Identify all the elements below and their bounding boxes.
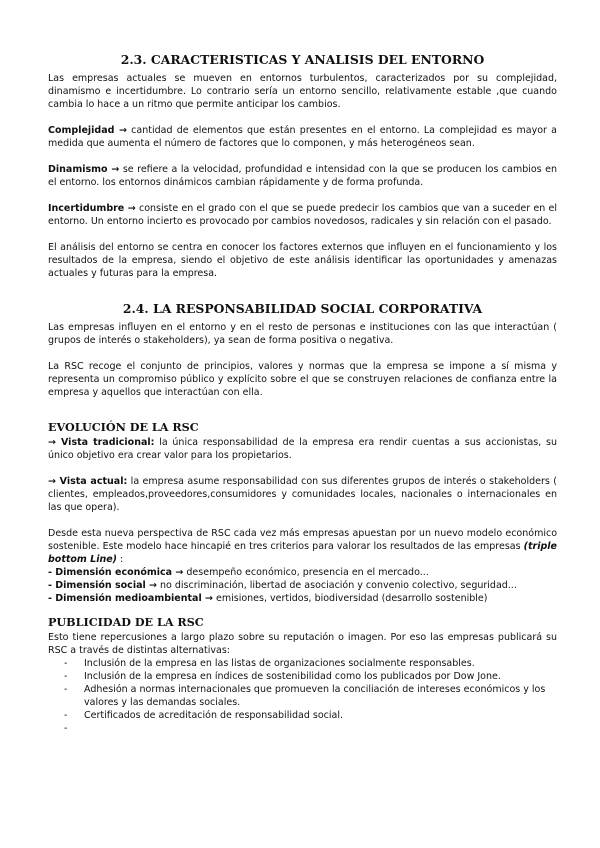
triple-bottom-line: (triple bottom Line) (48, 541, 557, 565)
list-item (64, 709, 557, 722)
dinamismo-term: Dinamismo → (48, 164, 120, 175)
rsc-paragraph-1: Las empresas influyen en el entorno y en el resto de personas e instituciones con las que interactúan ( grupos de interés o stakeholders), ya sean de forma positiva o negativa. (48, 322, 557, 346)
list-item (64, 670, 557, 683)
dimension-text: desempeño económico, presencia en el mercado... (183, 567, 429, 578)
complejidad-paragraph (48, 124, 557, 150)
dimension-term: - Dimensión medioambiental → (48, 593, 213, 604)
dimension-social (48, 579, 557, 592)
dimension-term: - Dimensión económica → (48, 567, 184, 578)
publicidad-list (48, 657, 557, 734)
incertidumbre-text: consiste en el grado con el que se puede predecir los cambios que van a suceder en el entorno. Un entorno incierto es provocado por cambios novedosos, radicales y sin relación con el pasado. (48, 203, 558, 227)
list-dash: - (64, 710, 68, 721)
vista-tradicional-paragraph (48, 436, 557, 462)
vista-actual-paragraph (48, 475, 557, 514)
entorno-intro: Las empresas actuales se mueven en entornos turbulentos, caracterizados por su complejidad, dinamismo e incertidumbre. Lo contrario sería un entorno sencillo, relativamente estable ,que cuando cambia lo hace a un ritmo que permite anticipar los cambios. (48, 73, 557, 110)
document-page (48, 52, 558, 734)
section-title-2-3: 2.3. CARACTERISTICAS Y ANALISIS DEL ENTORNO (120, 52, 485, 67)
dimension-text: no discriminación, libertad de asociación y convenio colectivo, seguridad... (157, 580, 517, 591)
vista-tradicional-term: → Vista tradicional: (48, 437, 155, 448)
list-item-text: Certificados de acreditación de responsabilidad social. (84, 710, 343, 721)
nueva-perspectiva-colon: : (117, 554, 124, 565)
list-dash: - (64, 658, 68, 669)
publicidad-intro: Esto tiene repercusiones a largo plazo sobre su reputación o imagen. Por eso las empresas publicará su RSC a través de distintas alternativas: (48, 632, 557, 656)
nueva-perspectiva-text: Desde esta nueva perspectiva de RSC cada vez más empresas apuestan por un nuevo modelo económico sostenible. Este modelo hace hincapié en tres criterios para valorar los resultados de las empresas (48, 528, 557, 552)
dimension-medioambiental (48, 592, 557, 605)
dinamismo-text: se refiere a la velocidad, profundidad e intensidad con la que se producen los cambios en el entorno. los entornos dinámicos cambian rápidamente y de forma profunda. (48, 164, 557, 188)
list-dash: - (64, 723, 68, 734)
nueva-perspectiva-paragraph (48, 527, 557, 566)
list-dash: - (64, 684, 68, 695)
section-title-2-4: 2.4. LA RESPONSABILIDAD SOCIAL CORPORATIVA (122, 301, 483, 316)
complejidad-text: cantidad de elementos que están presentes en el entorno. La complejidad es mayor a medida que aumenta el número de factores que lo componen, y más heterogéneos sean. (48, 125, 557, 149)
complejidad-term: Complejidad → (48, 125, 127, 136)
vista-actual-term: → Vista actual: (48, 476, 128, 487)
list-item (64, 683, 557, 709)
vista-tradicional-text: la única responsabilidad de la empresa era rendir cuentas a sus accionistas, su único objetivo era crear valor para los propietarios. (48, 437, 557, 461)
list-item-text: Inclusión de la empresa en índices de sostenibilidad como los publicados por Dow Jone. (84, 671, 501, 682)
dimension-economica (48, 566, 557, 579)
dimension-text: emisiones, vertidos, biodiversidad (desarrollo sostenible) (212, 593, 488, 604)
list-item-text: Inclusión de la empresa en las listas de organizaciones socialmente responsables. (84, 658, 475, 669)
list-item (64, 657, 557, 670)
incertidumbre-term: Incertidumbre → (48, 203, 136, 214)
vista-actual-text: la empresa asume responsabilidad con sus diferentes grupos de interés o stakeholders ( clientes, empleados,proveedores,consumidores y comunidades locales, nacionales o internacionales en las que opera). (48, 476, 557, 513)
publicidad-heading: PUBLICIDAD DE LA RSC (48, 615, 204, 629)
list-dash: - (64, 671, 68, 682)
analisis-paragraph: El análisis del entorno se centra en conocer los factores externos que influyen en el funcionamiento y los resultados de la empresa, siendo el objetivo de este análisis identificar las oportunidades y amenazas actuales y futuras para la empresa. (48, 242, 557, 279)
evolucion-heading: EVOLUCIÓN DE LA RSC (48, 420, 199, 434)
dimension-term: - Dimensión social → (48, 580, 158, 591)
list-item-text: Adhesión a normas internacionales que promueven la conciliación de intereses económicos y los valores y las demandas sociales. (84, 684, 546, 708)
dinamismo-paragraph (48, 163, 557, 189)
rsc-paragraph-2: La RSC recoge el conjunto de principios, valores y normas que la empresa se impone a sí misma y representa un compromiso público y explícito sobre el que se construyen relaciones de confianza entre la empresa y aquellos que interactúan con ella. (48, 361, 557, 398)
incertidumbre-paragraph (48, 202, 557, 228)
